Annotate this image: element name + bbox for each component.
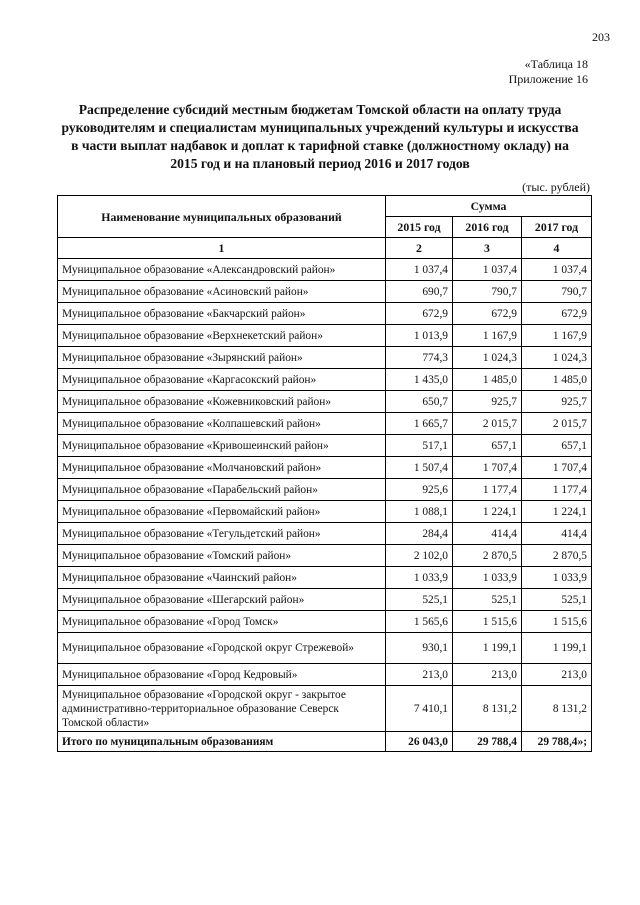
value-2016: 2 870,5	[453, 545, 522, 567]
total-2017-value: 29 788,4	[537, 735, 578, 748]
value-2016: 414,4	[453, 523, 522, 545]
value-2015: 284,4	[386, 523, 453, 545]
value-2017: 1 707,4	[522, 457, 592, 479]
value-2015: 774,3	[386, 347, 453, 369]
value-2016: 1 037,4	[453, 259, 522, 281]
value-2017: 525,1	[522, 589, 592, 611]
value-2017: 925,7	[522, 391, 592, 413]
header-municipality: Наименование муниципальных образований	[58, 196, 386, 238]
value-2016: 1 707,4	[453, 457, 522, 479]
value-2016: 925,7	[453, 391, 522, 413]
municipality-name: Муниципальное образование «Зырянский район»	[58, 347, 386, 369]
value-2016: 1 515,6	[453, 611, 522, 633]
value-2015: 1 507,4	[386, 457, 453, 479]
value-2017: 213,0	[522, 664, 592, 686]
table-row	[58, 325, 592, 347]
municipality-name: Муниципальное образование «Тегульдетский район»	[58, 523, 386, 545]
value-2015: 690,7	[386, 281, 453, 303]
table-row	[58, 523, 592, 545]
total-row	[58, 732, 592, 752]
value-2017: 414,4	[522, 523, 592, 545]
municipality-name: Муниципальное образование «Колпашевский район»	[58, 413, 386, 435]
table-row	[58, 457, 592, 479]
value-2015: 525,1	[386, 589, 453, 611]
value-2015: 517,1	[386, 435, 453, 457]
units-label: (тыс. рублей)	[522, 180, 590, 194]
value-2016: 1 199,1	[453, 633, 522, 664]
value-2017: 1 177,4	[522, 479, 592, 501]
municipality-name: Муниципальное образование «Александровский район»	[58, 259, 386, 281]
header-year-2016: 2016 год	[453, 217, 522, 238]
value-2015: 1 665,7	[386, 413, 453, 435]
table-row	[58, 686, 592, 732]
value-2016: 2 015,7	[453, 413, 522, 435]
value-2017: 2 870,5	[522, 545, 592, 567]
value-2015: 2 102,0	[386, 545, 453, 567]
value-2017: 1 037,4	[522, 259, 592, 281]
value-2015: 1 435,0	[386, 369, 453, 391]
value-2015: 213,0	[386, 664, 453, 686]
table-row	[58, 369, 592, 391]
value-2017: 1 167,9	[522, 325, 592, 347]
column-index: 1	[58, 238, 386, 259]
total-2017	[522, 732, 592, 752]
municipality-name: Муниципальное образование «Парабельский район»	[58, 479, 386, 501]
table-row	[58, 281, 592, 303]
table-row	[58, 479, 592, 501]
value-2016: 657,1	[453, 435, 522, 457]
value-2016: 1 224,1	[453, 501, 522, 523]
value-2015: 1 037,4	[386, 259, 453, 281]
table-row	[58, 303, 592, 325]
value-2017: 1 515,6	[522, 611, 592, 633]
value-2015: 1 033,9	[386, 567, 453, 589]
table-row	[58, 435, 592, 457]
column-index: 4	[522, 238, 592, 259]
table-row	[58, 611, 592, 633]
closing-quote: »;	[577, 735, 587, 748]
value-2016: 790,7	[453, 281, 522, 303]
municipality-name: Муниципальное образование «Верхнекетский район»	[58, 325, 386, 347]
table-row	[58, 664, 592, 686]
value-2016: 1 033,9	[453, 567, 522, 589]
table-row	[58, 545, 592, 567]
municipality-name: Муниципальное образование «Чаинский район»	[58, 567, 386, 589]
value-2017: 2 015,7	[522, 413, 592, 435]
total-2015: 26 043,0	[386, 732, 453, 752]
value-2017: 1 199,1	[522, 633, 592, 664]
table-row	[58, 259, 592, 281]
subsidy-table	[57, 195, 592, 752]
value-2015: 925,6	[386, 479, 453, 501]
header-sum: Сумма	[386, 196, 592, 217]
value-2015: 1 088,1	[386, 501, 453, 523]
municipality-name: Муниципальное образование «Каргасокский район»	[58, 369, 386, 391]
value-2016: 525,1	[453, 589, 522, 611]
total-2016: 29 788,4	[453, 732, 522, 752]
value-2015: 1 565,6	[386, 611, 453, 633]
value-2015: 1 013,9	[386, 325, 453, 347]
municipality-name: Муниципальное образование «Город Кедровый»	[58, 664, 386, 686]
value-2016: 1 167,9	[453, 325, 522, 347]
value-2017: 1 485,0	[522, 369, 592, 391]
table-row	[58, 347, 592, 369]
value-2017: 1 024,3	[522, 347, 592, 369]
column-index: 3	[453, 238, 522, 259]
value-2017: 8 131,2	[522, 686, 592, 732]
municipality-name: Муниципальное образование «Молчановский район»	[58, 457, 386, 479]
header-year-2017: 2017 год	[522, 217, 592, 238]
value-2016: 8 131,2	[453, 686, 522, 732]
table-reference	[509, 57, 588, 87]
municipality-name: Муниципальное образование «Шегарский район»	[58, 589, 386, 611]
municipality-name: Муниципальное образование «Городской округ Стрежевой»	[58, 633, 386, 664]
value-2016: 1 024,3	[453, 347, 522, 369]
value-2016: 1 177,4	[453, 479, 522, 501]
value-2017: 1 224,1	[522, 501, 592, 523]
value-2016: 213,0	[453, 664, 522, 686]
table-row	[58, 501, 592, 523]
municipality-name: Муниципальное образование «Городской округ - закрытое административно-территориальное образование Северск Томской области»	[58, 686, 386, 732]
value-2015: 7 410,1	[386, 686, 453, 732]
table-row	[58, 391, 592, 413]
value-2016: 672,9	[453, 303, 522, 325]
municipality-name: Муниципальное образование «Бакчарский район»	[58, 303, 386, 325]
value-2016: 1 485,0	[453, 369, 522, 391]
value-2015: 672,9	[386, 303, 453, 325]
value-2017: 790,7	[522, 281, 592, 303]
table-row	[58, 567, 592, 589]
value-2017: 657,1	[522, 435, 592, 457]
appendix-number: Приложение 16	[508, 72, 588, 86]
municipality-name: Муниципальное образование «Первомайский район»	[58, 501, 386, 523]
value-2015: 930,1	[386, 633, 453, 664]
municipality-name: Муниципальное образование «Томский район»	[58, 545, 386, 567]
value-2015: 650,7	[386, 391, 453, 413]
municipality-name: Муниципальное образование «Кривошеинский район»	[58, 435, 386, 457]
table-number: «Таблица 18	[524, 57, 588, 71]
table-row	[58, 633, 592, 664]
table-row	[58, 413, 592, 435]
total-label: Итого по муниципальным образованиям	[58, 732, 386, 752]
header-year-2015: 2015 год	[386, 217, 453, 238]
value-2017: 1 033,9	[522, 567, 592, 589]
table-row	[58, 589, 592, 611]
value-2017: 672,9	[522, 303, 592, 325]
document-title: Распределение субсидий местным бюджетам Томской области на оплату труда руководителям и специалистам муниципальных учреждений культуры и искусства в части выплат надбавок и доплат к тарифной ставке (должностному окладу) на 2015 год и на плановый период 2016 и 2017 годов	[61, 102, 579, 171]
column-index: 2	[386, 238, 453, 259]
municipality-name: Муниципальное образование «Кожевниковский район»	[58, 391, 386, 413]
page-number: 203	[592, 30, 610, 44]
municipality-name: Муниципальное образование «Асиновский район»	[58, 281, 386, 303]
municipality-name: Муниципальное образование «Город Томск»	[58, 611, 386, 633]
